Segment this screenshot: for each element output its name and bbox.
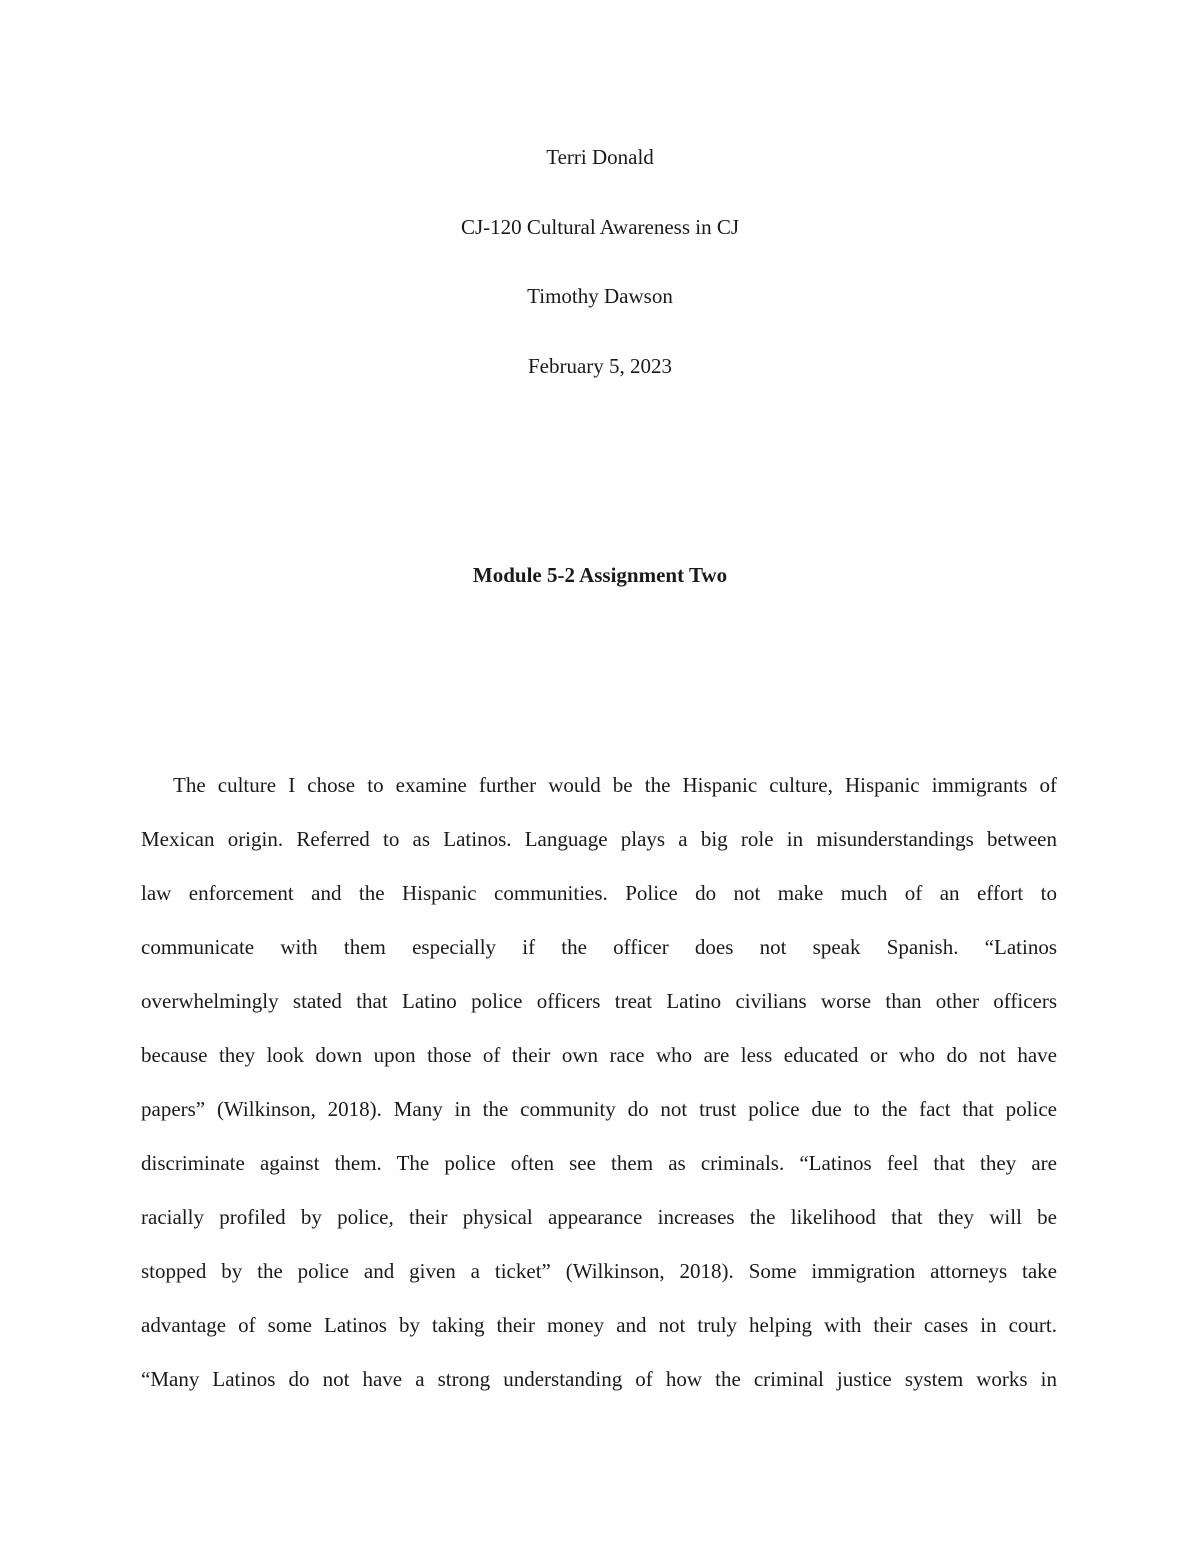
body-line: advantage of some Latinos by taking their money and not truly helping with their cases in court. — [141, 1313, 1057, 1337]
body-line: discriminate against them. The police often see them as criminals. “Latinos feel that they are — [141, 1151, 1057, 1175]
body-line: Mexican origin. Referred to as Latinos. Language plays a big role in misunderstandings between — [141, 827, 1057, 851]
assignment-title: Module 5-2 Assignment Two — [472, 563, 728, 587]
body-line: stopped by the police and given a ticket” (Wilkinson, 2018). Some immigration attorneys take — [141, 1259, 1057, 1283]
body-line: papers” (Wilkinson, 2018). Many in the community do not trust police due to the fact that police — [141, 1097, 1057, 1121]
body-line: law enforcement and the Hispanic communities. Police do not make much of an effort to — [141, 881, 1057, 905]
body-line: “Many Latinos do not have a strong understanding of how the criminal justice system works in — [141, 1367, 1057, 1391]
submission-date: February 5, 2023 — [527, 354, 673, 378]
course-name: CJ-120 Cultural Awareness in CJ — [460, 215, 740, 239]
instructor-name: Timothy Dawson — [527, 284, 673, 308]
body-line: communicate with them especially if the officer does not speak Spanish. “Latinos — [141, 935, 1057, 959]
body-line: racially profiled by police, their physical appearance increases the likelihood that they will be — [141, 1205, 1057, 1229]
body-line: overwhelmingly stated that Latino police officers treat Latino civilians worse than other officers — [141, 989, 1057, 1013]
author-name: Terri Donald — [546, 145, 654, 169]
body-line: because they look down upon those of their own race who are less educated or who do not have — [141, 1043, 1057, 1067]
body-line: The culture I chose to examine further would be the Hispanic culture, Hispanic immigrants of — [173, 773, 1057, 797]
